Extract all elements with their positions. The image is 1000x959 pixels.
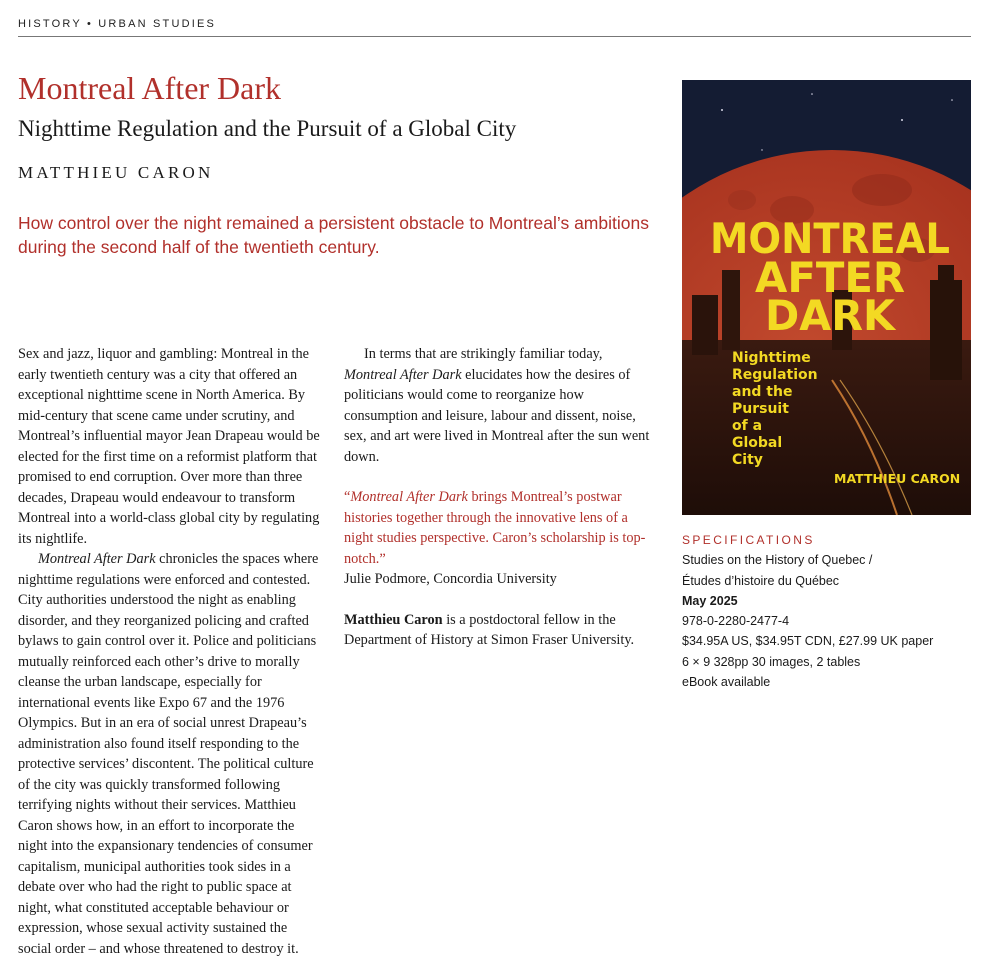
spec-series-english: Studies on the History of Quebec / bbox=[682, 553, 873, 568]
moon-crater bbox=[728, 190, 756, 210]
description-paragraph-2 bbox=[18, 549, 324, 959]
review-quote bbox=[344, 487, 650, 569]
category-header: HISTORY • URBAN STUDIES bbox=[18, 18, 971, 37]
cover-star bbox=[951, 99, 953, 101]
review-source: Julie Podmore, Concordia University bbox=[344, 571, 557, 587]
author-bio bbox=[344, 610, 650, 651]
cover-building bbox=[692, 295, 718, 355]
cover-building bbox=[722, 270, 740, 350]
quote-open-mark: “ bbox=[344, 489, 351, 505]
cover-subtitle-line-5: of a bbox=[732, 418, 763, 434]
cover-subtitle-line-7: City bbox=[732, 452, 763, 468]
cover-star bbox=[721, 109, 723, 111]
paragraph-3-lead: In terms that are strikingly familiar today, bbox=[364, 346, 603, 362]
cover-building bbox=[930, 280, 962, 380]
spec-publication-date: May 2025 bbox=[682, 593, 738, 608]
cover-author: MATTHIEU CARON bbox=[834, 471, 961, 486]
paragraph-2-text: chronicles the spaces where nighttime regulations were enforced and contested. City authorities understood the night as enabling disorder, and they reorganized policing and crafted bylaws to gain control over it. Police and politicians mutually reinforced each other’s drive to morally cleanse the urban landscape, especially for international events like Expo 67 and the 1976 Olympics. But in an era of social unrest Drapeau’s administration also found itself responding to the protective services’ discontent. The political culture of the city was quickly transformed following terrifying nights without their services. Matthieu Caron shows how, in an effort to incorporate the night into the expansionary tendencies of consumer capitalism, municipal authorities took sides in a debate over who had the right to public space at night, what constituted acceptable behaviour or expression, whose sexual activity sustained the social order – and whose threatened to destroy it. bbox=[18, 551, 319, 957]
cover-subtitle-line-3: and the bbox=[732, 384, 793, 400]
cover-star bbox=[901, 119, 903, 121]
cover-star bbox=[761, 149, 762, 150]
spec-isbn: 978-0-2280-2477-4 bbox=[682, 614, 790, 629]
specifications-heading: SPECIFICATIONS bbox=[682, 533, 815, 547]
cover-subtitle-line-2: Regulation bbox=[732, 367, 818, 383]
cover-title-line-2: AFTER bbox=[755, 253, 905, 302]
description-column-2 bbox=[344, 344, 650, 651]
description-paragraph-1: Sex and jazz, liquor and gambling: Montreal in the early twentieth century was a city that offered an exceptional nighttime scene in North America. By mid-century that scene came under scrutiny, and Montreal’s influential mayor Jean Drapeau would be elected for the first time on a reformist platform that promised to end corruption. Over more than three decades, Drapeau would endeavour to transform Montreal into a world-class global city by regulating its nightlife. bbox=[18, 346, 320, 547]
author-bio-name: Matthieu Caron bbox=[344, 611, 443, 628]
spec-format: 6 × 9 328pp 30 images, 2 tables bbox=[682, 654, 861, 669]
book-subtitle: Nighttime Regulation and the Pursuit of a Global City bbox=[18, 116, 517, 141]
book-tagline: How control over the night remained a persistent obstacle to Montreal’s ambitions during the second half of the twentieth century. bbox=[18, 213, 649, 257]
specifications bbox=[682, 530, 982, 692]
description-paragraph-3 bbox=[344, 344, 650, 467]
book-title-italic: Montreal After Dark bbox=[344, 366, 462, 383]
spec-price: $34.95A US, $34.95T CDN, £27.99 UK paper bbox=[682, 634, 934, 649]
description-column-1 bbox=[18, 344, 324, 959]
review-book-title: Montreal After Dark bbox=[350, 489, 468, 505]
spec-ebook: eBook available bbox=[682, 675, 771, 690]
author-bio-text: is a postdoctoral fellow in the Department of History at Simon Fraser University. bbox=[344, 611, 635, 648]
cover-title-line-1: MONTREAL bbox=[710, 214, 950, 263]
cover-subtitle-line-6: Global bbox=[732, 435, 783, 451]
cover-subtitle-line-1: Nighttime bbox=[732, 350, 811, 366]
book-cover-art bbox=[682, 80, 971, 515]
book-title-italic: Montreal After Dark bbox=[38, 551, 156, 567]
spec-series-french: Études d’histoire du Québec bbox=[682, 573, 840, 588]
cover-star bbox=[811, 93, 813, 95]
book-author: MATTHIEU CARON bbox=[18, 163, 214, 182]
cover-city-base bbox=[682, 340, 971, 515]
review-text: brings Montreal’s postwar histories together through the innovative lens of a night studies perspective. Caron’s scholarship is top-notch.” bbox=[344, 489, 646, 567]
cover-building bbox=[938, 265, 954, 285]
moon-crater bbox=[852, 174, 912, 206]
book-cover-image bbox=[682, 80, 971, 515]
paragraph-3-text: elucidates how the desires of politicians would come to reorganize how consumption and leisure, labour and dissent, noise, sex, and art were lived in Montreal after the sun went down. bbox=[344, 366, 650, 465]
cover-title-line-3: DARK bbox=[765, 291, 897, 340]
book-title: Montreal After Dark bbox=[18, 70, 282, 106]
cover-subtitle-line-4: Pursuit bbox=[732, 401, 789, 417]
